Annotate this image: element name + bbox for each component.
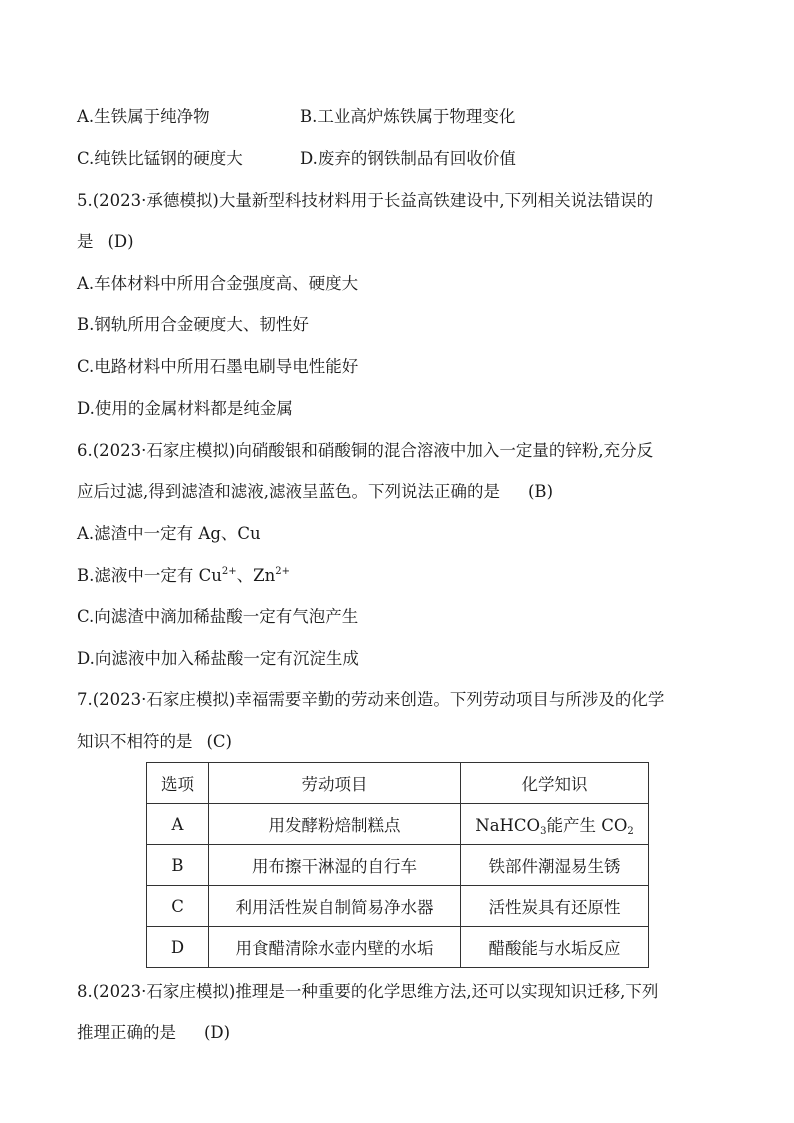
row-project: 用食醋清除水壶内壁的水垢 <box>209 927 461 968</box>
q6-stem-line-2 <box>77 481 553 503</box>
q8-answer: (D) <box>204 1023 231 1042</box>
table-row <box>147 845 649 886</box>
formula-sub-2: 2 <box>627 826 634 837</box>
row-knowledge: 活性炭具有还原性 <box>461 886 649 927</box>
q4-options-row-2 <box>77 148 717 170</box>
q6-option-a: A.滤渣中一定有 Ag、Cu <box>77 524 261 543</box>
q8-stem-line-2 <box>77 1022 230 1044</box>
q7-stem-line-1: 7.(2023·石家庄模拟)幸福需要辛勤的劳动来创造。下列劳动项目与所涉及的化学 <box>77 690 665 709</box>
q5-option-d: D.使用的金属材料都是纯金属 <box>77 399 293 418</box>
row-option: C <box>147 886 209 927</box>
q5-option-c: C.电路材料中所用石墨电刷导电性能好 <box>77 357 359 376</box>
q5-option-a: A.车体材料中所用合金强度高、硬度大 <box>77 274 359 293</box>
row-knowledge: 铁部件潮湿易生锈 <box>461 845 649 886</box>
formula-nahco3: NaHCO <box>475 816 541 835</box>
row-project: 用发酵粉焙制糕点 <box>209 804 461 845</box>
table-row <box>147 886 649 927</box>
q4-option-a: A.生铁属于纯净物 <box>77 107 210 126</box>
q6-stem-text: 应后过滤,得到滤渣和滤液,滤液呈蓝色。下列说法正确的是 <box>77 482 500 501</box>
row-option: A <box>147 804 209 845</box>
q7-table <box>146 762 649 968</box>
q6-option-d: D.向滤液中加入稀盐酸一定有沉淀生成 <box>77 649 359 668</box>
q6-option-b-charge-2: 2+ <box>275 566 290 577</box>
q8-stem-text: 推理正确的是 <box>77 1023 176 1042</box>
header-knowledge: 化学知识 <box>461 763 649 804</box>
q5-stem-line-1: 5.(2023·承德模拟)大量新型科技材料用于长益高铁建设中,下列相关说法错误的 <box>77 191 654 210</box>
row-knowledge: 醋酸能与水垢反应 <box>461 927 649 968</box>
q4-option-d: D.废弃的钢铁制品有回收价值 <box>300 149 516 168</box>
q7-answer: (C) <box>206 732 232 751</box>
q6-option-b <box>77 565 290 587</box>
q5-option-b: B.钢轨所用合金硬度大、韧性好 <box>77 315 309 334</box>
row-option: D <box>147 927 209 968</box>
q6-option-c: C.向滤渣中滴加稀盐酸一定有气泡产生 <box>77 607 359 626</box>
header-option: 选项 <box>147 763 209 804</box>
table-row <box>147 927 649 968</box>
q6-option-b-charge-1: 2+ <box>221 566 237 577</box>
q7-stem-line-2 <box>77 731 232 753</box>
formula-mid: 能产生 CO <box>546 816 628 835</box>
q6-stem-line-1: 6.(2023·石家庄模拟)向硝酸银和硝酸铜的混合溶液中加入一定量的锌粉,充分反 <box>77 441 654 460</box>
q5-stem-line-2 <box>77 231 134 253</box>
table-row <box>147 804 649 845</box>
row-project: 利用活性炭自制简易净水器 <box>209 886 461 927</box>
q6-option-b-mid: 、Zn <box>236 566 276 585</box>
q7-stem-text: 知识不相符的是 <box>77 732 193 751</box>
q8-stem-line-1: 8.(2023·石家庄模拟)推理是一种重要的化学思维方法,还可以实现知识迁移,下列 <box>77 982 659 1001</box>
row-knowledge <box>461 804 649 845</box>
row-project: 用布擦干淋湿的自行车 <box>209 845 461 886</box>
q6-option-b-prefix: B.滤液中一定有 Cu <box>77 566 222 585</box>
q4-option-c: C.纯铁比锰钢的硬度大 <box>77 149 243 168</box>
formula-sub-3: 3 <box>540 826 547 837</box>
q4-options-row-1 <box>77 106 717 128</box>
q5-answer: (D) <box>107 232 134 251</box>
header-project: 劳动项目 <box>209 763 461 804</box>
table-header-row <box>147 763 649 804</box>
q5-stem-text: 是 <box>77 232 94 251</box>
q4-option-b: B.工业高炉炼铁属于物理变化 <box>300 107 516 126</box>
q6-answer: (B) <box>528 482 553 501</box>
row-option: B <box>147 845 209 886</box>
